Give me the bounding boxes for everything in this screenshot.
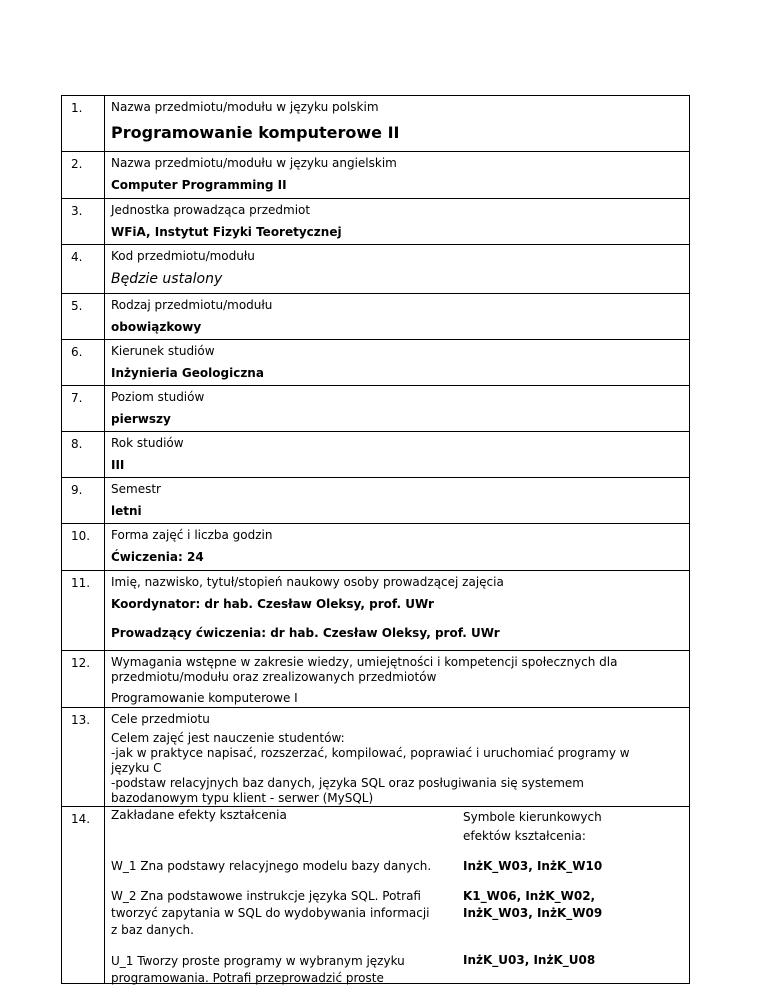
row-number: 7. xyxy=(62,386,105,431)
row-number: 13. xyxy=(62,708,105,806)
effect-text: W_1 Zna podstawy relacyjnego modelu bazy danych. xyxy=(111,859,432,873)
effect-W1 xyxy=(111,859,683,874)
course-title-en: Computer Programming II xyxy=(111,178,287,192)
effects-header xyxy=(111,808,683,846)
row-label: Kierunek studiów xyxy=(111,344,215,358)
row-label: Rodzaj przedmiotu/modułu xyxy=(111,298,273,312)
row-number: 8. xyxy=(62,432,105,477)
goal-line: -podstaw relacyjnych baz danych, języka SQL oraz posługiwania się systemem xyxy=(111,776,584,790)
row-11 xyxy=(61,570,690,650)
goal-line: bazodanowym typu klient - serwer (MySQL) xyxy=(111,791,374,805)
row-number: 1. xyxy=(62,96,105,151)
row-number: 14. xyxy=(62,807,105,983)
course-type: obowiązkowy xyxy=(111,320,202,334)
effect-text: U_1 Tworzy proste programy w wybranym języku xyxy=(111,954,405,968)
row-12 xyxy=(61,650,690,707)
instructor: Prowadzący ćwiczenia: dr hab. Czesław Oleksy, prof. UWr xyxy=(111,626,500,640)
row-9 xyxy=(61,477,690,523)
course-title-pl: Programowanie komputerowe II xyxy=(111,123,400,142)
row-1 xyxy=(61,95,690,151)
row-4 xyxy=(61,244,690,293)
symbols-header: Symbole kierunkowych xyxy=(463,810,602,824)
row-2 xyxy=(61,151,690,198)
row-13 xyxy=(61,707,690,806)
row-number: 6. xyxy=(62,340,105,385)
row-3 xyxy=(61,198,690,244)
row-label: Rok studiów xyxy=(111,436,184,450)
effect-W2 xyxy=(111,888,683,939)
class-form-hours: Ćwiczenia: 24 xyxy=(111,550,204,564)
row-label: Zakładane efekty kształcenia xyxy=(111,808,287,822)
row-label: Imię, nazwisko, tytuł/stopień naukowy osoby prowadzącej zajęcia xyxy=(111,575,504,589)
coordinator: Koordynator: dr hab. Czesław Oleksy, prof. UWr xyxy=(111,597,434,611)
row-number: 2. xyxy=(62,152,105,198)
row-5 xyxy=(61,293,690,339)
course-syllabus-table xyxy=(61,95,690,984)
row-label: Semestr xyxy=(111,482,161,496)
effect-symbols: InżK_U03, InżK_U08 xyxy=(463,953,596,967)
row-number: 3. xyxy=(62,199,105,244)
row-label: Nazwa przedmiotu/modułu w języku polskim xyxy=(111,100,379,114)
course-goals xyxy=(111,731,683,806)
row-number: 11. xyxy=(62,571,105,650)
row-label: Jednostka prowadząca przedmiot xyxy=(111,203,311,217)
goal-line: -jak w praktyce napisać, rozszerzać, kompilować, poprawiać i uruchomiać programy w xyxy=(111,746,630,760)
goal-line: języku C xyxy=(111,761,162,775)
row-10 xyxy=(61,523,690,570)
effect-U1 xyxy=(111,953,683,987)
teaching-unit: WFiA, Instytut Fizyki Teoretycznej xyxy=(111,225,342,239)
row-number: 10. xyxy=(62,524,105,570)
row-label: Nazwa przedmiotu/modułu w języku angielskim xyxy=(111,156,397,170)
symbols-header: efektów kształcenia: xyxy=(463,829,586,843)
row-label-cont: przedmiotu/modułu oraz zrealizowanych przedmiotów xyxy=(111,670,437,684)
row-8 xyxy=(61,431,690,477)
row-14 xyxy=(61,806,690,984)
row-6 xyxy=(61,339,690,385)
effect-text: tworzyć zapytania w SQL do wydobywania informacji xyxy=(111,906,430,920)
row-7 xyxy=(61,385,690,431)
semester: letni xyxy=(111,504,142,518)
row-label: Forma zajęć i liczba godzin xyxy=(111,528,273,542)
prerequisites: Programowanie komputerowe I xyxy=(111,691,298,705)
row-label: Wymagania wstępne w zakresie wiedzy, umiejętności i kompetencji społecznych dla xyxy=(111,655,618,669)
row-number: 12. xyxy=(62,651,105,707)
row-number: 9. xyxy=(62,478,105,523)
row-number: 4. xyxy=(62,245,105,293)
row-label: Kod przedmiotu/modułu xyxy=(111,249,255,263)
goal-line: Celem zajęć jest nauczenie studentów: xyxy=(111,731,345,745)
study-year: III xyxy=(111,458,125,472)
effect-symbols: InżK_W03, InżK_W09 xyxy=(463,906,603,920)
effect-text: W_2 Zna podstawowe instrukcje języka SQL. Potrafi xyxy=(111,889,421,903)
field-of-study: Inżynieria Geologiczna xyxy=(111,366,264,380)
row-label: Poziom studiów xyxy=(111,390,205,404)
row-label: Cele przedmiotu xyxy=(111,712,210,726)
row-number: 5. xyxy=(62,294,105,339)
effect-symbols: K1_W06, InżK_W02, xyxy=(463,889,596,903)
study-level: pierwszy xyxy=(111,412,171,426)
course-code: Będzie ustalony xyxy=(111,271,223,287)
effect-text: z baz danych. xyxy=(111,923,194,937)
effect-text: programowania. Potrafi przeprowadzić proste xyxy=(111,971,384,985)
effect-symbols: InżK_W03, InżK_W10 xyxy=(463,859,603,873)
